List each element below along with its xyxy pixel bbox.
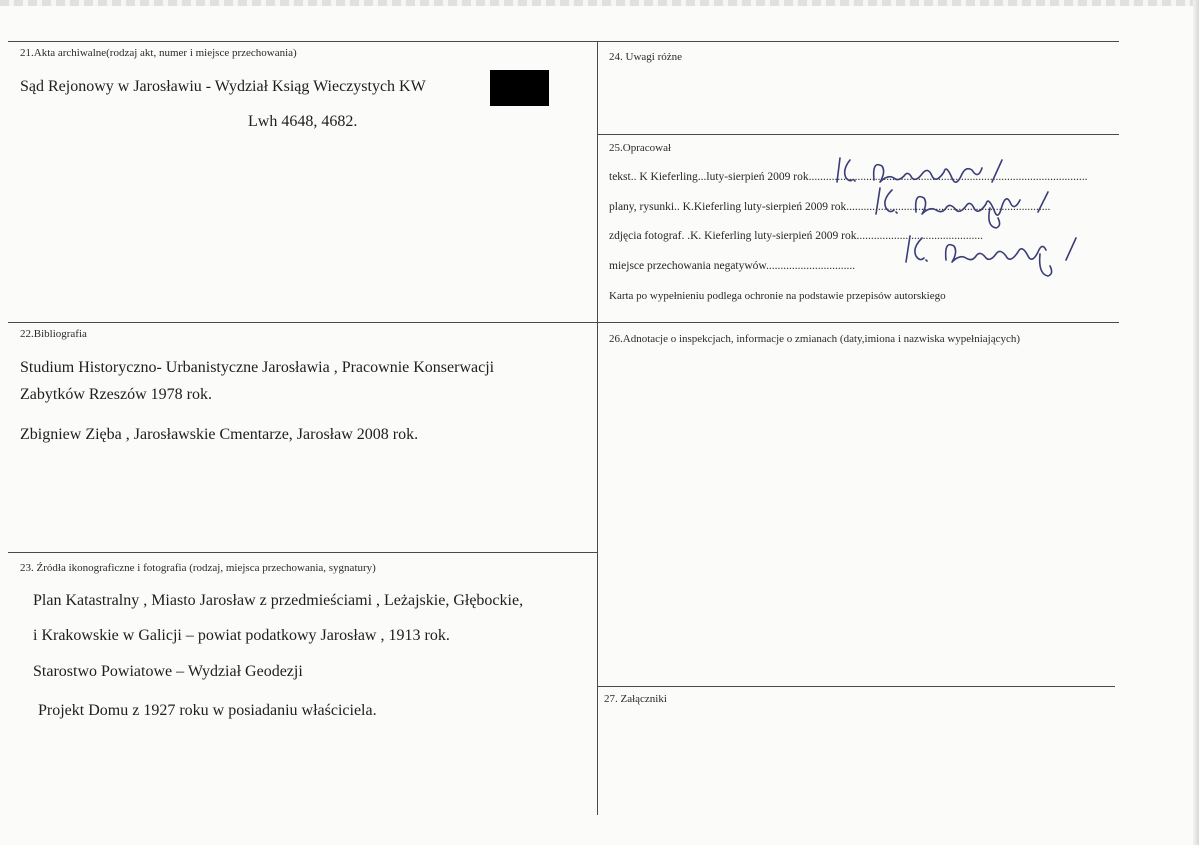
iconography-line-2: i Krakowskie w Galicji – powiat podatkowy Jarosław , 1913 rok. [33,627,450,644]
tekst-text: tekst.. K Kieferling...luty-sierpień 2009 rok [609,171,809,183]
dotted-fill: ....................................................................... [846,201,1051,213]
bibliography-entry-2: Zbigniew Zięba , Jarosławskie Cmentarze, Jarosław 2008 rok. [20,426,419,443]
section-22-label: 22.Bibliografia [20,328,87,340]
section-25-label: 25.Opracował [609,142,672,154]
handwritten-signature-2 [870,182,1070,232]
bibliography-entry-1-line-1: Studium Historyczno- Urbanistyczne Jarosławia , Pracownie Konserwacji [20,359,495,376]
iconography-line-3: Starostwo Powiatowe – Wydział Geodezji [33,663,303,680]
rule-22-23 [8,552,597,553]
negatywy-text: miejsce przechowania negatywów [609,260,766,272]
iconography-line-4: Projekt Domu z 1927 roku w posiadaniu właściciela. [38,702,377,719]
zdjecia-text: zdjęcia fotograf. .K. Kieferling luty-sierpień 2009 rok [609,230,857,242]
rule-21-22 [8,322,1119,323]
scan-edge-top [0,0,1199,6]
rule-top [8,41,1119,42]
redaction-box [490,70,549,106]
section-25-copyright-note: Karta po wypełnieniu podlega ochronie na podstawie przepisów autorskiego [609,290,946,302]
iconography-line-1: Plan Katastralny , Miasto Jarosław z przedmieściami , Leżajskie, Głębockie, [33,592,524,609]
handwritten-signature-3 [900,228,1090,283]
dotted-fill: ............................... [766,260,856,272]
section-27-label: 27. Załączniki [604,693,667,705]
bibliography-entry-1-line-2: Zabytków Rzeszów 1978 rok. [20,386,212,403]
section-21-court-line: Sąd Rejonowy w Jarosławiu - Wydział Ksiąg Wieczystych KW [20,78,426,95]
scan-edge-right [1193,0,1199,845]
section-24-label: 24. Uwagi różne [609,51,683,63]
section-21-kw-numbers: Lwh 4648, 4682. [248,113,358,130]
column-divider [597,41,598,815]
section-25-negatywy-line [609,260,855,272]
dotted-fill: ............................................ [856,230,983,242]
section-21-label: 21.Akta archiwalne(rodzaj akt, numer i miejsce przechowania) [20,47,297,59]
plany-text: plany, rysunki.. K.Kieferling luty-sierpień 2009 rok [609,201,847,213]
section-23-label: 23. Źródła ikonograficzne i fotografia (rodzaj, miejsca przechowania, sygnatury) [20,562,376,574]
section-26-label: 26.Adnotacje o inspekcjach, informacje o zmianach (daty,imiona i nazwiska wypełniających) [609,333,1021,345]
rule-24-25 [597,134,1119,135]
rule-26-27 [597,686,1115,687]
dotted-fill: ................................................................................................. [808,171,1088,183]
